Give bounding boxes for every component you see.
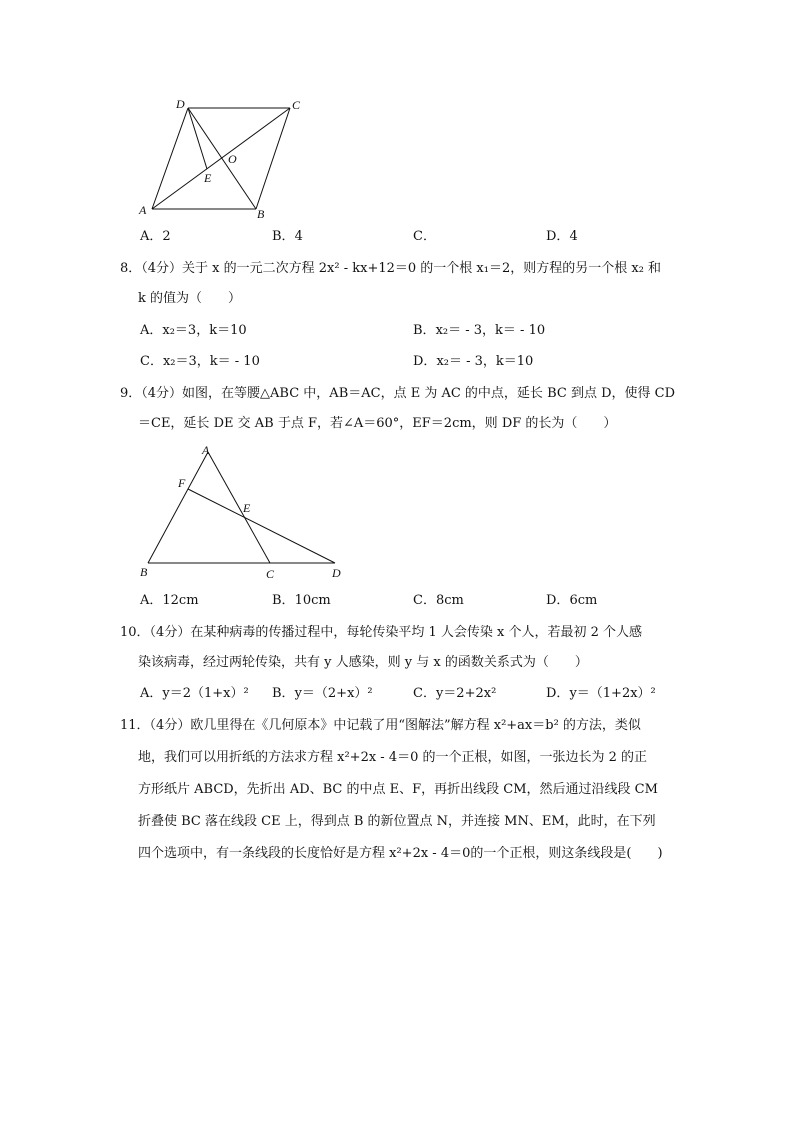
label-C: C <box>266 567 275 581</box>
label-D: D <box>176 97 185 111</box>
q11-stem-line2: 地，我们可以用折纸的方法求方程 x²+2x - 4＝0 的一个正根，如图，一张边长为 2 的正 <box>138 750 648 765</box>
label-D: D <box>332 566 341 580</box>
q8-stem-line2: k 的值为（ ） <box>138 291 242 306</box>
q7-option-d[interactable]: D．4 <box>546 229 578 244</box>
q7-option-c[interactable]: C． <box>413 229 436 244</box>
q9-option-b[interactable]: B．10cm <box>272 593 331 608</box>
q10-option-a[interactable]: A．y＝2（1+x）² <box>140 686 249 701</box>
edge-BC <box>256 108 290 209</box>
q7-option-b[interactable]: B．4 <box>272 229 303 244</box>
label-B: B <box>257 207 265 221</box>
q8-option-d[interactable]: D．x₂＝ - 3，k＝10 <box>413 354 534 369</box>
q11-stem-line3: 方形纸片 ABCD，先折出 AD、BC 的中点 E、F，再折出线段 CM，然后通过沿线段 CM <box>138 782 658 797</box>
parallelogram-figure <box>130 92 310 222</box>
q9-stem-line2: ＝CE，延长 DE 交 AB 于点 F，若∠A＝60°，EF＝2cm，则 DF 的长为（ ） <box>138 416 617 431</box>
q9-option-d[interactable]: D．6cm <box>546 593 598 608</box>
diagonal-AC <box>152 108 290 209</box>
q11-stem-line5: 四个选项中，有一条线段的长度恰好是方程 x²+2x - 4＝0的一个正根，则这条线段是( ) <box>138 846 663 861</box>
label-E: E <box>243 501 251 515</box>
q9-stem-line1: 9．（4分）如图，在等腰△ABC 中，AB＝AC，点 E 为 AC 的中点，延长 BC 到点 D，使得 CD <box>120 386 675 401</box>
label-C: C <box>292 98 301 112</box>
label-B: B <box>140 565 148 579</box>
q8-stem-line1: 8．（4分）关于 x 的一元二次方程 2x² - kx+12＝0 的一个根 x₁＝2，则方程的另一个根 x₂ 和 <box>120 261 662 276</box>
q8-option-a[interactable]: A．x₂＝3，k＝10 <box>140 323 247 338</box>
q9-option-c[interactable]: C．8cm <box>413 593 464 608</box>
edge-AB <box>148 452 208 563</box>
triangle-figure <box>130 440 360 585</box>
q7-option-a[interactable]: A．2 <box>140 229 171 244</box>
label-A: A <box>202 443 210 457</box>
diagonal-DB <box>188 108 256 209</box>
segment-FD <box>188 489 335 563</box>
q10-stem-line1: 10．（4分）在某种病毒的传播过程中，每轮传染平均 1 人会传染 x 个人，若最初 2 个人感 <box>120 625 642 640</box>
q11-stem-line1: 11．（4分）欧几里得在《几何原本》中记载了用“图解法”解方程 x²+ax＝b² 的方法，类似 <box>120 718 641 733</box>
label-F: F <box>178 476 186 490</box>
q11-stem-line4: 折叠使 BC 落在线段 CE 上，得到点 B 的新位置点 N，并连接 MN、EM，此时，在下列 <box>138 814 656 829</box>
label-O: O <box>228 152 237 166</box>
edge-AD <box>152 108 188 209</box>
q10-stem-line2: 染该病毒，经过两轮传染，共有 y 人感染，则 y 与 x 的函数关系式为（ ） <box>138 655 588 670</box>
q10-option-b[interactable]: B．y＝（2+x）² <box>272 686 373 701</box>
edge-AC <box>208 452 270 563</box>
q10-option-c[interactable]: C．y＝2+2x² <box>413 686 497 701</box>
q9-option-a[interactable]: A．12cm <box>140 593 199 608</box>
segment-DE <box>188 108 207 169</box>
label-E: E <box>204 171 212 185</box>
q8-option-b[interactable]: B．x₂＝ - 3，k＝ - 10 <box>413 323 546 338</box>
q8-option-c[interactable]: C．x₂＝3，k＝ - 10 <box>140 354 260 369</box>
q10-option-d[interactable]: D．y＝（1+2x）² <box>546 686 656 701</box>
label-A: A <box>139 203 147 217</box>
